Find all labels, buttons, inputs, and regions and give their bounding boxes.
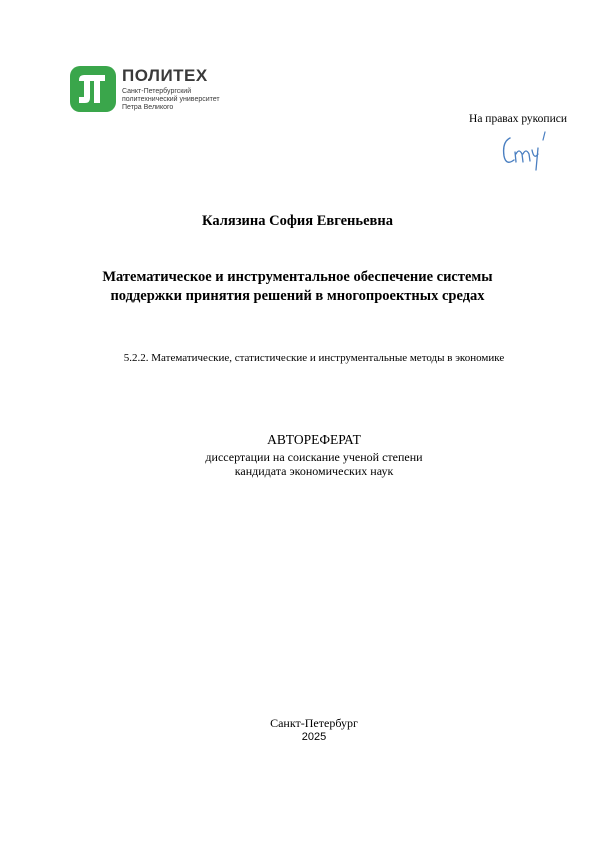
title-line: поддержки принятия решений в многопроектных средах [110,288,485,304]
description-line: кандидата экономических наук [234,464,394,478]
description-line: диссертации на соискание ученой степени [205,450,423,464]
title-line: Математическое и инструментальное обеспечение системы [102,269,493,285]
city: Санкт-Петербург [270,716,358,730]
dissertation-title [0,268,595,306]
logo-subtitle [122,88,220,112]
specialty-code: 5.2.2. Математические, статистические и инструментальные методы в экономике [123,352,505,364]
document-type: АВТОРЕФЕРАТ [267,432,361,447]
logo-subtitle-line: Санкт-Петербургский [122,88,192,95]
signature-icon [498,128,554,174]
author-name: Калязина София Евгеньевна [202,213,393,229]
rights-note: На правах рукописи [469,113,567,125]
year: 2025 [301,731,327,743]
logo-subtitle-line: Петра Великого [122,104,174,111]
document-type-description [0,450,595,478]
university-logo [70,66,270,114]
logo-subtitle-line: политехнический университет [122,96,220,103]
polytech-logo-icon [70,66,116,112]
logo-title: ПОЛИТЕХ [122,66,208,85]
